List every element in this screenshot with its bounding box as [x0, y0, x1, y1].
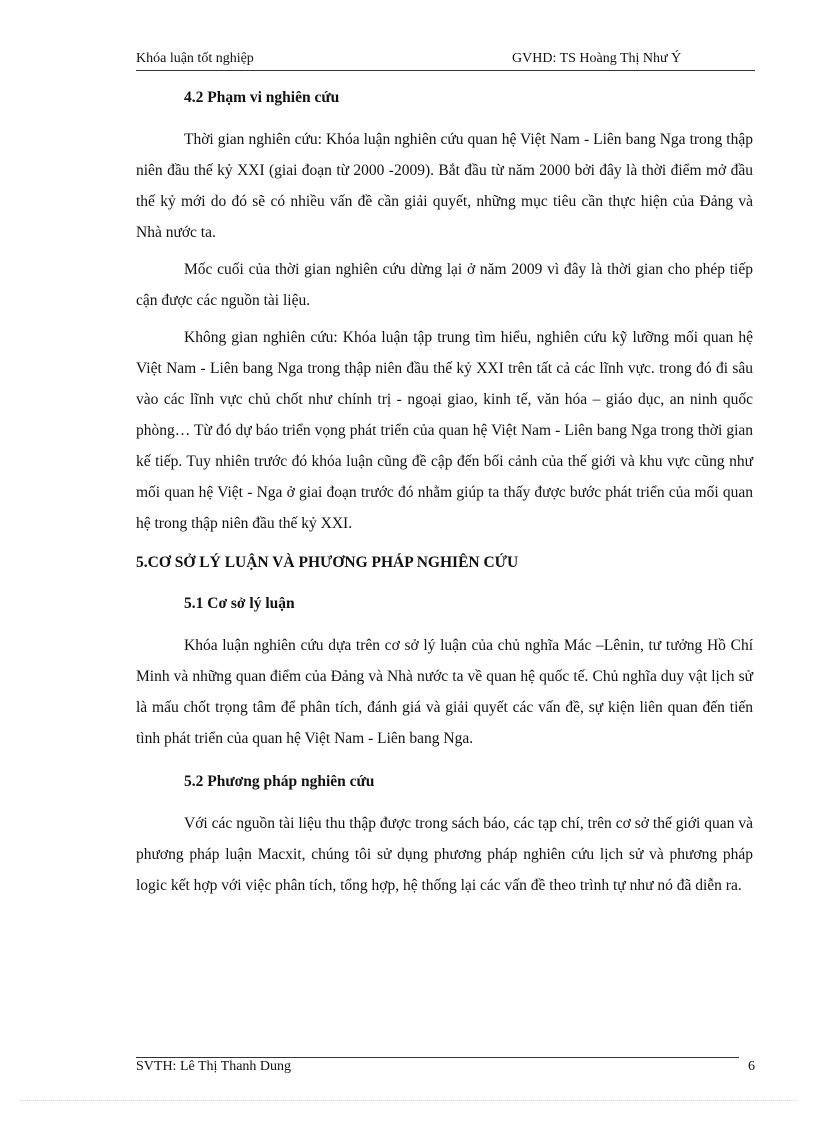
heading-5-1: 5.1 Cơ sở lý luận — [184, 595, 295, 612]
paragraph-theoretical-basis: Khóa luận nghiên cứu dựa trên cơ sở lý luận của chủ nghĩa Mác –Lênin, tư tưởng Hồ Chí Minh và những quan điểm của Đảng và Nhà nước ta về quan hệ quốc tế. Chủ nghĩa duy vật lịch sử là mấu chốt trọng tâm để phân tích, đánh giá và giải quyết các vấn đề, sự kiện liên quan đến tiến tình phát triển của quan hệ Việt Nam - Liên bang Nga. — [136, 637, 753, 747]
header-advisor: GVHD: TS Hoàng Thị Như Ý — [512, 51, 682, 66]
page-number: 6 — [748, 1059, 755, 1074]
header-title: Khóa luận tốt nghiệp — [136, 51, 254, 66]
paragraph-time-scope: Thời gian nghiên cứu: Khóa luận nghiên cứu quan hệ Việt Nam - Liên bang Nga trong thập niên đầu thế kỷ XXI (giai đoạn từ 2000 -2009). Bắt đầu từ năm 2000 bởi đây là thời điểm mở đầu thế kỷ mới do đó sẽ có nhiều vấn đề cần giải quyết, những mục tiêu cần thực hiện của Đảng và Nhà nước ta. — [136, 131, 753, 241]
heading-4-2: 4.2 Phạm vi nghiên cứu — [184, 89, 340, 106]
page-header — [136, 50, 755, 71]
heading-5: 5.CƠ SỞ LÝ LUẬN VÀ PHƯƠNG PHÁP NGHIÊN CỨU — [136, 554, 519, 571]
footer-student: SVTH: Lê Thị Thanh Dung — [136, 1059, 292, 1074]
paragraph-research-method: Với các nguồn tài liệu thu thập được trong sách báo, các tạp chí, trên cơ sở thế giới quan và phương pháp luận Macxit, chúng tôi sử dụng phương pháp nghiên cứu lịch sử và phương pháp logic kết hợp với việc phân tích, tổng hợp, hệ thống lại các vấn đề theo trình tự như nó đã diễn ra. — [136, 815, 753, 894]
paragraph-space-scope: Không gian nghiên cứu: Khóa luận tập trung tìm hiểu, nghiên cứu kỹ lưỡng mối quan hệ Việt Nam - Liên bang Nga trong thập niên đầu thế kỷ XXI trên tất cả các lĩnh vực. trong đó đi sâu vào các lĩnh vực chủ chốt như chính trị - ngoại giao, kinh tế, văn hóa – giáo dục, an ninh quốc phòng… Từ đó dự báo triển vọng phát triển của quan hệ Việt Nam - Liên bang Nga trong thời gian kế tiếp. Tuy nhiên trước đó khóa luận cũng đề cập đến bối cảnh của thế giới và khu vực cũng như mối quan hệ Việt - Nga ở giai đoạn trước đó nhằm giúp ta thấy được bước phát triển của mối quan hệ trong thập niên đầu thế kỷ XXI. — [136, 329, 753, 532]
page-bottom-edge — [20, 1100, 796, 1101]
heading-5-2: 5.2 Phương pháp nghiên cứu — [184, 773, 375, 790]
page-content — [136, 86, 753, 901]
paragraph-end-milestone: Mốc cuối của thời gian nghiên cứu dừng lại ở năm 2009 vì đây là thời gian cho phép tiếp cận được các nguồn tài liệu. — [136, 261, 753, 309]
